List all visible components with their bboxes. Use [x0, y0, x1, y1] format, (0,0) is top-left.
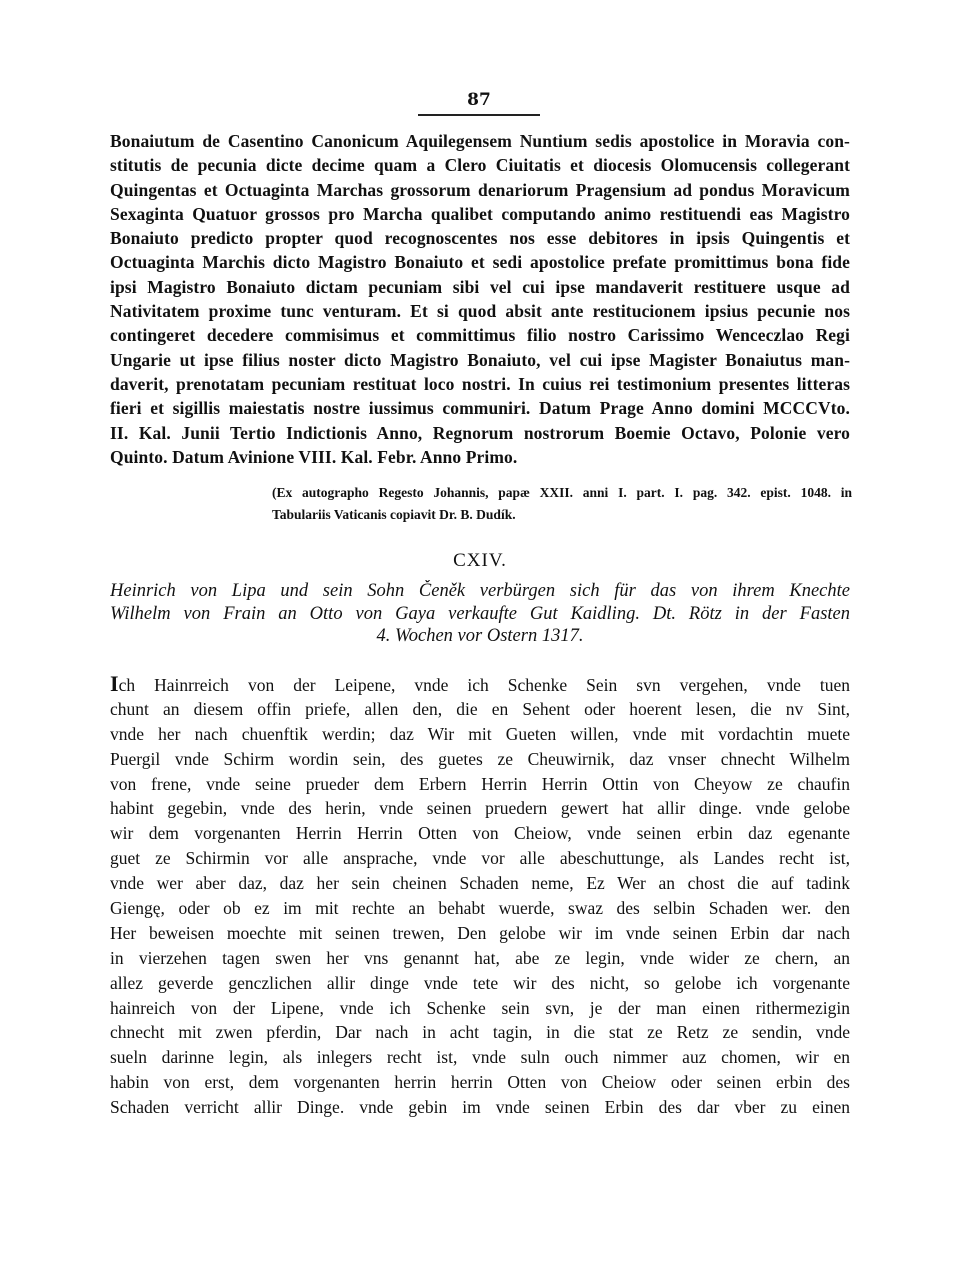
- text-line: habint gegebin, vnde des herin, vnde seinen pruedern gewert hat allir dinge. vnde gelobe: [110, 798, 850, 819]
- text-line: vnde her nach chuenftik werdin; daz Wir mit Gueten willen, vnde mit vordachtin muete: [110, 723, 850, 744]
- text-line: stitutis de pecunia dicte decime quam a Clero Ciuitatis et diocesis Olomucensis collegerant: [110, 155, 850, 176]
- text-line: chunt an diesem offin priefe, allen den, die en Sehent oder hoerent lesen, die nv Sint,: [110, 698, 850, 719]
- regest-line: 4. Wochen vor Ostern 1317.: [376, 626, 584, 646]
- text-line: chnecht mit zwen pferdin, Dar nach in acht tagin, in die stat ze Retz ze sendin, vnde: [110, 1022, 850, 1043]
- text-line: [110, 672, 850, 697]
- text-line: Her beweisen moechte mit seinen trewen, Den gelobe wir im vnde seinen Erbin dar nach: [110, 922, 850, 943]
- text-line: Ungarie ut ipse filius noster dicto Magistro Bonaiuto, vel cui ipse Magister Bonaiutus man-: [110, 349, 850, 370]
- text-line: vnde wer aber daz, daz her sein cheinen Schaden neme, Ez Wer an chost die auf tadink: [110, 873, 850, 894]
- text-line: Bonaiuto predicto propter quod recognoscentes nos esse debitores in ipsis Quingentis et: [110, 228, 850, 249]
- latin-paragraph: [110, 129, 850, 469]
- text-line: Quingentas et Octuaginta Marchas grossorum denariorum Pragensium ad pondus Moravicum: [110, 179, 850, 200]
- text-line: sueln darinne legin, als inlegers recht ist, vnde suln ouch nimmer auz chomen, wir en: [110, 1047, 850, 1068]
- german-paragraph: [110, 672, 850, 1120]
- text-line: Nativitatem proxime tunc venturam. Et si quod absit ante restitucionem ipsius pecunie nos: [110, 301, 850, 322]
- regest-line: Wilhelm von Frain an Otto von Gaya verkaufte Gut Kaidling. Dt. Rötz in der Fasten: [110, 603, 850, 624]
- text-line: Quinto. Datum Avinione VIII. Kal. Febr. Anno Primo.: [110, 446, 518, 467]
- text-line-rest: ch Hainrreich von der Leipene, vnde ich Schenke Sein svn vergehen, vnde tuen: [118, 675, 850, 695]
- text-line: wir dem vorgenanten Herrin Herrin Otten von Cheiow, vnde seinen erbin daz egenante: [110, 823, 850, 844]
- text-line: Octuaginta Marchis dicto Magistro Bonaiuto et sedi apostolice prefate promittimus bona fide: [110, 252, 850, 273]
- text-line: allez geverde genczlichen allir dinge vnde tete wir des nicht, so gelobe ich vorgenante: [110, 972, 850, 993]
- text-line: Schaden verricht allir Dinge. vnde gebin im vnde seinen Erbin des dar vber zu einen: [110, 1097, 850, 1118]
- text-line: habin von erst, dem vorgenanten herrin herrin Otten von Cheiow oder seinen erbin des: [110, 1072, 850, 1093]
- text-line: II. Kal. Junii Tertio Indictionis Anno, Regnorum nostrorum Boemie Octavo, Polonie vero: [110, 422, 850, 443]
- text-line: fieri et sigillis maiestatis nostre iussimus communiri. Datum Prage Anno domini MCCCVto.: [110, 398, 850, 419]
- text-line: ipsi Magistro Bonaiuto dictam pecuniam sibi vel cui ipse mandaverit restituere usque ad: [110, 276, 850, 297]
- text-line: hainreich von der Lipene, vnde ich Schenke sein svn, je der man einen rithermezigin: [110, 997, 850, 1018]
- initial-letter: I: [110, 672, 119, 696]
- text-line: Puergil vnde Schirm wordin sein, des guetes ze Cheuwirnik, daz vnser chnecht Wilhelm: [110, 748, 850, 769]
- text-line: guet ze Schirmin vor alle ansprache, vnde vor alle abeschuttunge, als Landes recht ist,: [110, 848, 850, 869]
- source-line: Tabulariis Vaticanis copiavit Dr. B. Dudík.: [272, 507, 516, 522]
- text-line: Sexaginta Quatuor grossos pro Marcha qualibet computando animo restituendi eas Magistro: [110, 203, 850, 224]
- text-line: Giengę, oder ob ez im mit rechte an behabt wuerde, swaz des selbin Schaden wer. den: [110, 898, 850, 919]
- charter-regest: [110, 580, 850, 648]
- page-number: 87: [418, 90, 540, 116]
- charter-number: CXIV.: [453, 550, 507, 571]
- text-line: Bonaiutum de Casentino Canonicum Aquilegensem Nuntium sedis apostolice in Moravia con-: [110, 131, 850, 151]
- source-line: (Ex autographo Regesto Johannis, papæ XXII. anni I. part. I. pag. 342. epist. 1048. in: [272, 485, 852, 500]
- text-line: in vierzehen tagen swen her vns genannt hat, abe ze legin, vnde wider ze chern, an: [110, 947, 850, 968]
- text-line: contingeret decedere commisimus et committimus filio nostro Carissimo Wenceczlao Regi: [110, 325, 850, 346]
- regest-line: Heinrich von Lipa und sein Sohn Čeněk verbürgen sich für das von ihrem Knechte: [110, 581, 850, 601]
- text-line: von frene, vnde seine prueder dem Erbern Herrin Herrin Ottin von Cheyow ze chaufin: [110, 773, 850, 794]
- source-note: [272, 482, 852, 526]
- text-line: daverit, prenotatam pecuniam restituat loco nostri. In cuius rei testimonium presentes litteras: [110, 373, 850, 394]
